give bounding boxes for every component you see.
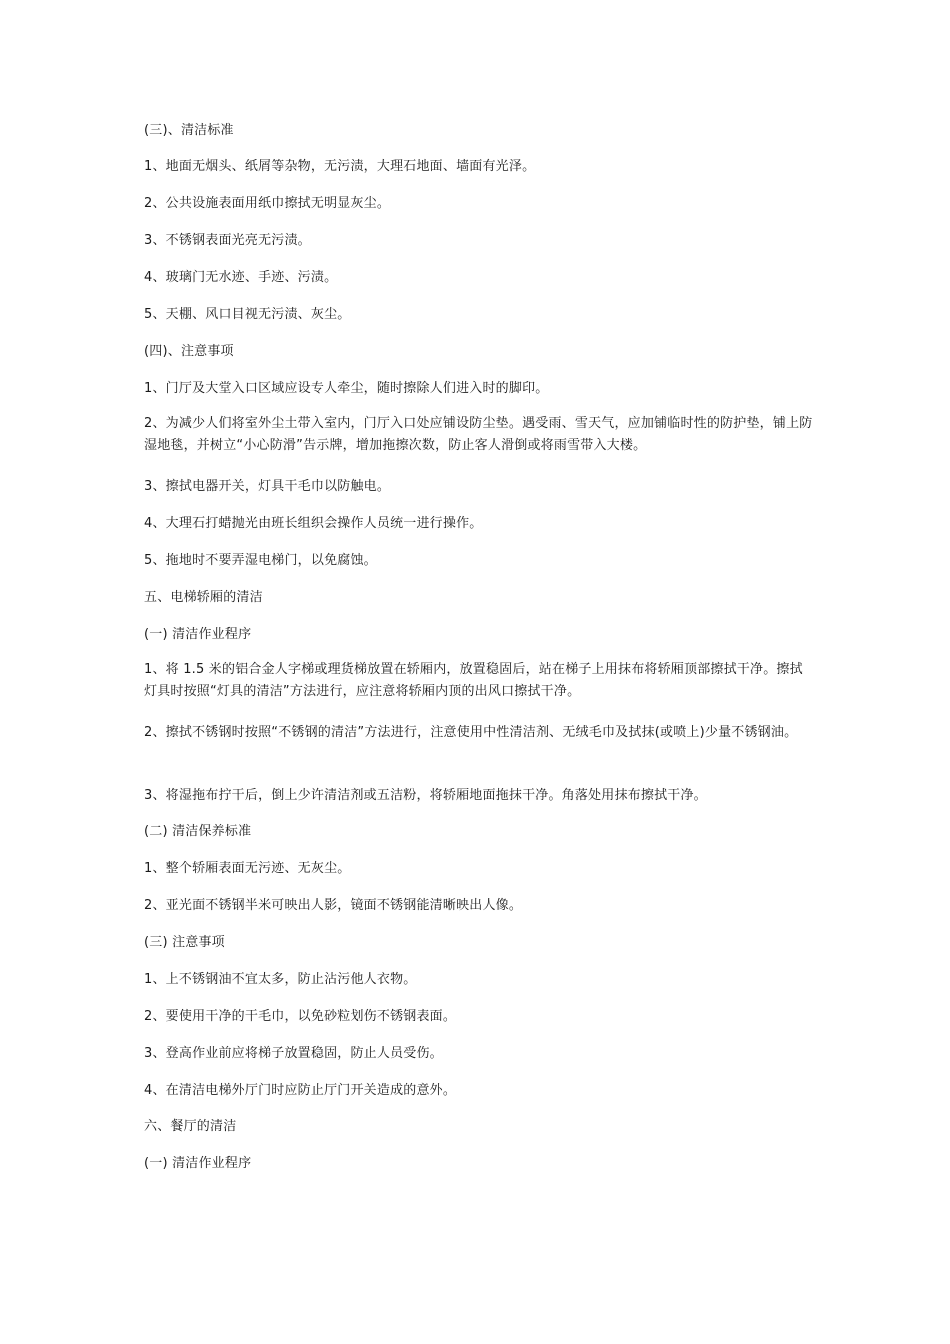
section-heading: 六、餐厅的清洁: [144, 1119, 237, 1134]
paragraph: 1、门厅及大堂入口区域应设专人牵尘，随时擦除人们进入时的脚印。: [144, 381, 549, 396]
subsection-heading: (一) 清洁作业程序: [144, 627, 252, 642]
paragraph: 5、天棚、风口目视无污渍、灰尘。: [144, 307, 351, 322]
paragraph: 1、将 1.5 米的铝合金人字梯或理货梯放置在轿厢内，放置稳固后，站在梯子上用抹布将轿厢顶部擦拭干净。擦拭灯具时按照“灯具的清洁”方法进行，应注意将轿厢内顶的出风口擦拭干净。: [144, 662, 803, 699]
paragraph: 5、拖地时不要弄湿电梯门，以免腐蚀。: [144, 553, 377, 568]
paragraph: 2、为减少人们将室外尘土带入室内，门厅入口处应铺设防尘垫。遇受雨、雪天气，应加铺临时性的防护垫，铺上防湿地毯，并树立“小心防滑”告示牌，增加拖擦次数，防止客人滑倒或将雨雪带入大楼。: [144, 416, 813, 453]
section-heading: 五、电梯轿厢的清洁: [144, 590, 263, 605]
paragraph: 3、登高作业前应将梯子放置稳固，防止人员受伤。: [144, 1046, 443, 1061]
paragraph: 3、不锈钢表面光亮无污渍。: [144, 233, 311, 248]
section-heading: (四)、注意事项: [144, 344, 234, 359]
paragraph: 2、亚光面不锈钢半米可映出人影，镜面不锈钢能清晰映出人像。: [144, 898, 523, 913]
paragraph: 2、要使用干净的干毛巾，以免砂粒划伤不锈钢表面。: [144, 1009, 457, 1024]
section-heading: (三)、清洁标准: [144, 123, 234, 138]
paragraph: 4、大理石打蜡抛光由班长组织会操作人员统一进行操作。: [144, 516, 483, 531]
paragraph: 2、擦拭不锈钢时按照“不锈钢的清洁”方法进行，注意使用中性清洁剂、无绒毛巾及拭抹(或喷上)少量不锈钢油。: [144, 725, 798, 740]
paragraph: 1、地面无烟头、纸屑等杂物，无污渍，大理石地面、墙面有光泽。: [144, 159, 536, 174]
paragraph: 4、玻璃门无水迹、手迹、污渍。: [144, 270, 338, 285]
paragraph: 4、在清洁电梯外厅门时应防止厅门开关造成的意外。: [144, 1083, 457, 1098]
subsection-heading: (二) 清洁保养标准: [144, 824, 252, 839]
paragraph: 3、将湿拖布拧干后，倒上少许清洁剂或五洁粉，将轿厢地面拖抹干净。角落处用抹布擦拭干净。: [144, 788, 707, 803]
paragraph: 2、公共设施表面用纸巾擦拭无明显灰尘。: [144, 196, 391, 211]
subsection-heading: (三) 注意事项: [144, 935, 225, 950]
subsection-heading: (一) 清洁作业程序: [144, 1156, 252, 1171]
paragraph: 1、上不锈钢油不宜太多，防止沾污他人衣物。: [144, 972, 417, 987]
paragraph: 1、整个轿厢表面无污迹、无灰尘。: [144, 861, 351, 876]
paragraph: 3、擦拭电器开关，灯具干毛巾以防触电。: [144, 479, 391, 494]
